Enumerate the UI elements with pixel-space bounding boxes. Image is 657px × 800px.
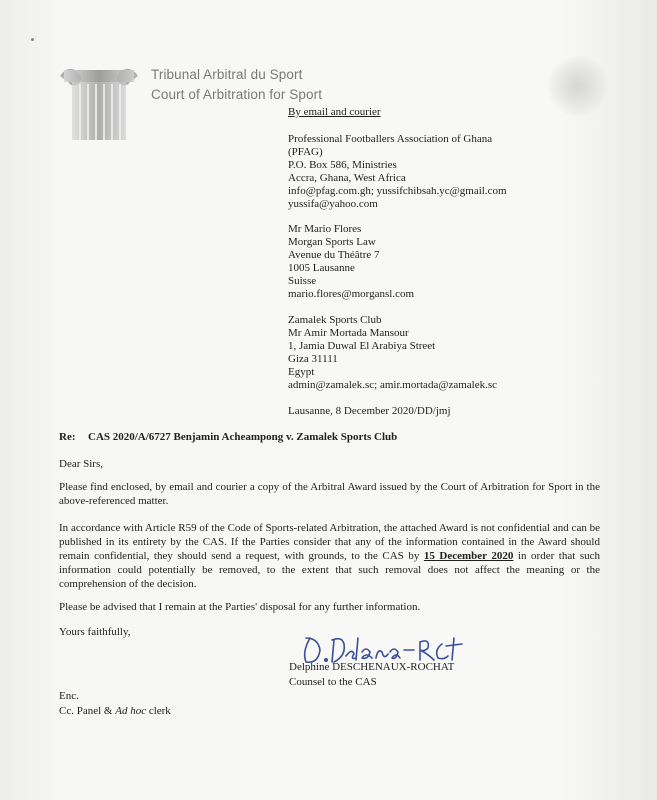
email-line: yussifa@yahoo.com: [288, 198, 378, 210]
re-subject: CAS 2020/A/6727 Benjamin Acheampong v. Zamalek Sports Club: [88, 431, 398, 443]
address-line: Mr Mario Flores: [288, 223, 362, 235]
email-line: mario.flores@morgansl.com: [288, 288, 415, 300]
paragraph-text: In accordance with Article R59 of the Code of Sports-related Arbitration, the attached Award is not confidential and can be published in its entirety by the CAS. If the Parties consider that any of the information contained in the Award should remain confidential, they should send a request, with grounds, to the CAS by: [59, 522, 600, 562]
re-label: Re:: [59, 431, 76, 443]
scan-speck: [31, 38, 34, 41]
delivery-method: By email and courier: [288, 106, 381, 118]
closing: Yours faithfully,: [59, 626, 131, 638]
address-line: 1, Jamia Duwal El Arabiya Street: [288, 340, 436, 352]
address-line: Suisse: [288, 275, 317, 287]
scan-smudge: [548, 56, 608, 116]
address-line: Morgan Sports Law: [288, 236, 376, 248]
cas-column-logo-icon: [58, 60, 140, 140]
address-line: Accra, Ghana, West Africa: [288, 172, 406, 184]
address-line: Mr Amir Mortada Mansour: [288, 327, 409, 339]
paragraph-text: in order that such information could potentially be removed, to the extent that such removal does not affect the meaning or the comprehension of the decision.: [59, 550, 600, 590]
address-line: Avenue du Théâtre 7: [288, 249, 380, 261]
address-line: (PFAG): [288, 146, 323, 158]
salutation: Dear Sirs,: [59, 458, 103, 470]
address-line: 1005 Lausanne: [288, 262, 355, 274]
deadline-date: 15 December 2020: [423, 550, 514, 562]
paragraph-confidentiality: [59, 521, 600, 591]
signatory-title: Counsel to the CAS: [289, 676, 377, 688]
enclosure-note: Enc.: [59, 690, 79, 702]
cc-prefix: Cc. Panel &: [59, 705, 116, 717]
email-line: info@pfag.com.gh; yussifchibsah.yc@gmail.com: [288, 185, 507, 197]
cc-italic: Ad hoc: [115, 705, 147, 717]
address-line: Professional Footballers Association of Ghana: [288, 133, 493, 145]
paragraph-enclosure: Please find enclosed, by email and courier a copy of the Arbitral Award issued by the Court of Arbitration for Sport in the above-referenced matter.: [59, 481, 600, 507]
tribunal-name-french: Tribunal Arbitral du Sport: [151, 67, 303, 82]
address-line: Zamalek Sports Club: [288, 314, 382, 326]
cc-line: [59, 705, 171, 718]
address-line: Giza 31111: [288, 353, 338, 365]
address-line: P.O. Box 586, Ministries: [288, 159, 397, 171]
cc-suffix: clerk: [146, 705, 171, 717]
address-line: Egypt: [288, 366, 315, 378]
place-date: Lausanne, 8 December 2020/DD/jmj: [288, 405, 451, 417]
paragraph-availability: Please be advised that I remain at the Parties' disposal for any further information.: [59, 601, 421, 613]
tribunal-name-english: Court of Arbitration for Sport: [151, 87, 323, 102]
email-line: admin@zamalek.sc; amir.mortada@zamalek.sc: [288, 379, 498, 391]
signatory-name: Delphine DESCHENAUX-ROCHAT: [289, 661, 455, 673]
